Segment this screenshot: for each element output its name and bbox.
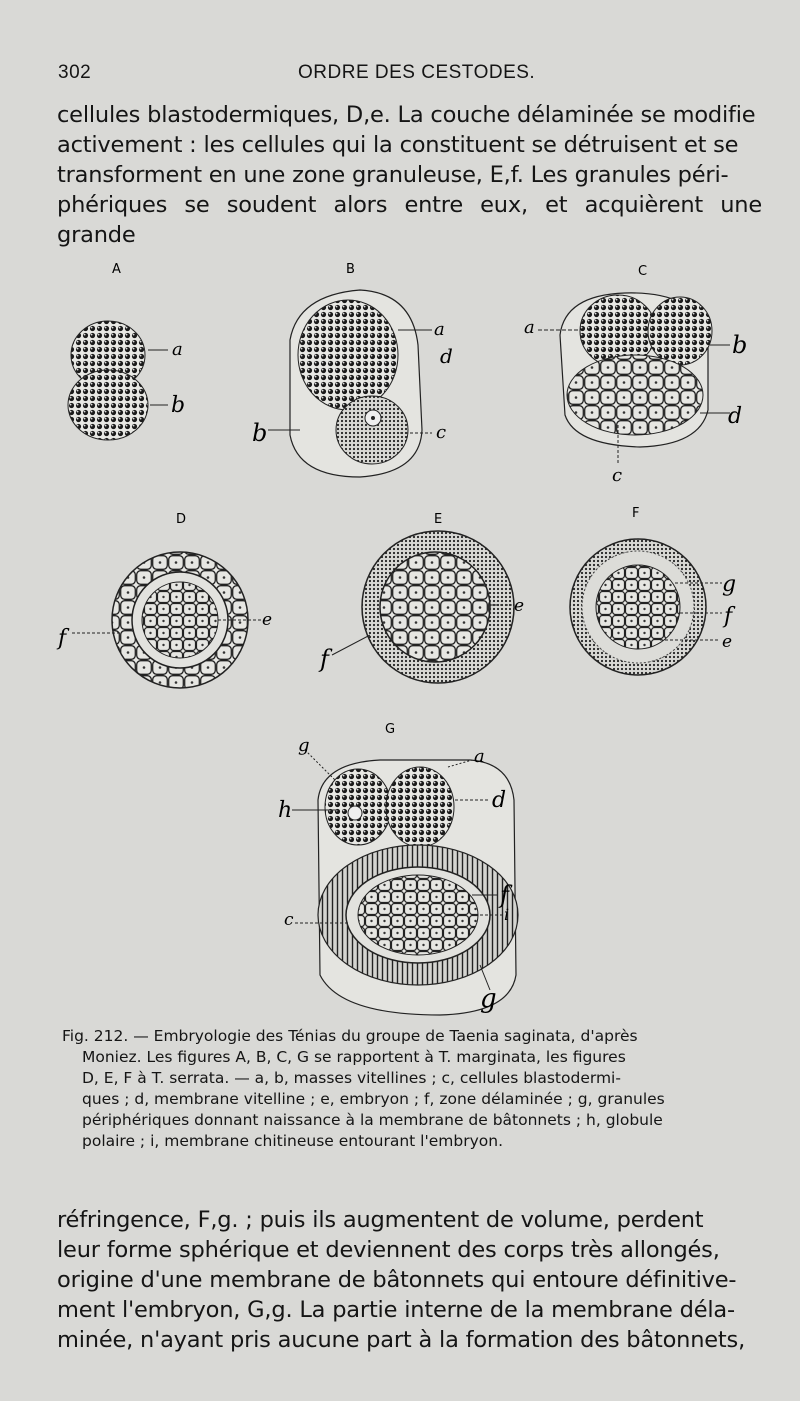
label-i: i (504, 905, 510, 924)
label-b: b (171, 393, 186, 418)
label-a: a (172, 339, 183, 360)
panel-label-f: F (632, 506, 640, 521)
label-f: f (58, 626, 67, 651)
panel-label-a: A (112, 262, 121, 277)
body-text-top (57, 100, 762, 250)
figure-g-drawing (278, 735, 518, 1015)
page-header (58, 62, 758, 88)
label-a: a (524, 317, 535, 338)
label-b: b (252, 419, 268, 447)
text-line: ment l'embryon, G,g. La partie interne de la membrane déla- (57, 1297, 735, 1323)
label-d: d (728, 404, 743, 429)
text-line: leur forme sphérique et deviennent des corps très allongés, (57, 1237, 720, 1263)
caption-line: D, E, F à T. serrata. — a, b, masses vitellines ; c, cellules blastodermi- (82, 1069, 621, 1087)
label-f: f (320, 645, 329, 673)
label-a: a (474, 746, 485, 767)
label-e: e (262, 610, 273, 630)
figure-caption (62, 1026, 762, 1152)
panel-label-e: E (434, 512, 443, 527)
label-b: b (732, 331, 748, 359)
figure-b-drawing (252, 290, 453, 477)
page-number: 302 (58, 62, 92, 83)
text-line: minée, n'ayant pris aucune part à la formation des bâtonnets, (57, 1327, 746, 1353)
caption-line: ques ; d, membrane vitelline ; e, embryon ; f, zone délaminée ; g, granules (82, 1090, 665, 1108)
text-line: activement : les cellules qui la constituent se détruisent et se (57, 132, 739, 158)
caption-line: Moniez. Les figures A, B, C, G se rapportent à T. marginata, les figures (82, 1048, 626, 1066)
label-e: e (514, 596, 525, 616)
panel-label-c: C (638, 264, 648, 279)
label-f: f (724, 604, 733, 629)
figure-e-drawing (318, 531, 524, 683)
running-title: ORDRE DES CESTODES. (298, 62, 536, 83)
label-g: g (722, 572, 737, 597)
label-d: d (440, 344, 453, 368)
figure-c-drawing (524, 293, 747, 486)
panel-label-b: B (346, 262, 355, 277)
text-line: réfringence, F,g. ; puis ils augmentent de volume, perdent (57, 1207, 704, 1233)
caption-line: périphériques donnant naissance à la membrane de bâtonnets ; h, globule (82, 1111, 663, 1129)
label-g: g (480, 984, 497, 1014)
label-e: e (722, 632, 733, 652)
text-line: origine d'une membrane de bâtonnets qui entoure définitive- (57, 1267, 737, 1293)
figure-d-drawing (56, 552, 272, 688)
text-line: transforment en une zone granuleuse, E,f. Les granules péri- (57, 162, 729, 188)
figure-f-drawing (570, 539, 736, 675)
label-h: h (278, 798, 293, 823)
caption-line: Fig. 212. — Embryologie des Ténias du groupe de Taenia saginata, d'après (62, 1027, 638, 1045)
label-f: f (500, 881, 509, 909)
label-c: c (436, 422, 447, 443)
panel-label-g: G (385, 722, 396, 737)
label-d: d (492, 788, 507, 813)
figure-212 (40, 255, 770, 1025)
panel-label-d: D (176, 512, 187, 527)
label-a: a (434, 319, 445, 340)
text-line: phériques se soudent alors entre eux, et acquièrent une grande (57, 192, 762, 248)
label-g: g (298, 735, 310, 756)
label-c: c (284, 910, 294, 930)
caption-line: polaire ; i, membrane chitineuse entourant l'embryon. (82, 1132, 503, 1150)
figure-a-drawing (68, 321, 185, 440)
label-c: c (612, 465, 623, 486)
text-line: cellules blastodermiques, D,e. La couche délaminée se modifie (57, 102, 756, 128)
body-text-bottom (57, 1205, 762, 1355)
